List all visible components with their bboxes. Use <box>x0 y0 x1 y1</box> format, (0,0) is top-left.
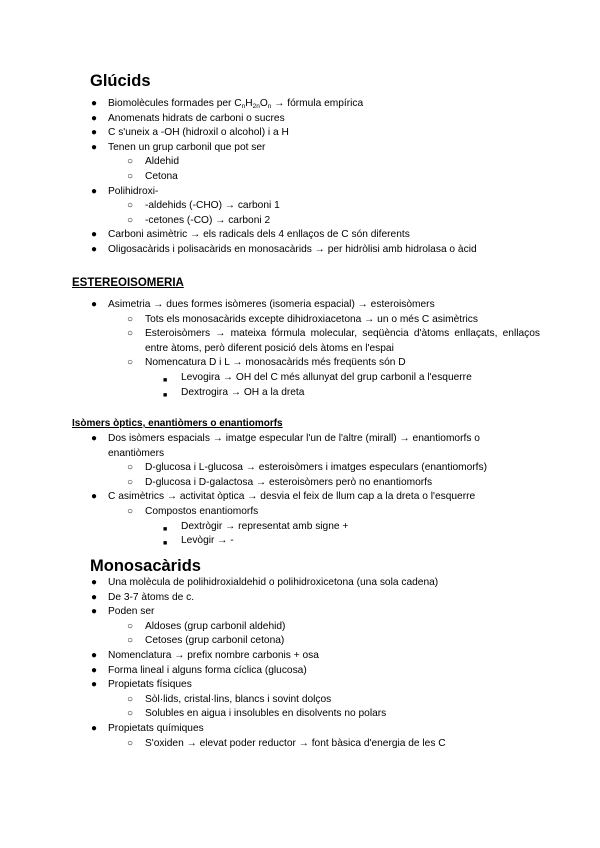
list-glucids <box>90 97 560 258</box>
list-item <box>90 722 560 737</box>
section-title-glucids: Glúcids <box>90 72 151 90</box>
bullet: ● <box>91 664 98 676</box>
bullet: ○ <box>127 476 134 488</box>
item-text: Asimetria → dues formes isòmeres (isomeria espacial) → esteroisòmers <box>108 299 435 310</box>
item-text: De 3-7 àtoms de c. <box>108 591 195 603</box>
list-item <box>90 505 560 520</box>
item-text: D-glucosa i D-galactosa → esteroisòmers però no enantiomorfs <box>145 476 433 488</box>
item-text: Compostos enantiomorfs <box>145 505 259 517</box>
list-item <box>90 534 560 549</box>
list-item <box>90 371 560 386</box>
list-item <box>90 199 560 214</box>
item-text: Una molècula de polihidroxialdehid o polihidroxicetona (una sola cadena) <box>108 577 439 588</box>
section-title-isomers: Isòmers òptics, enantiòmers o enantiomorfs <box>72 418 283 429</box>
bullet: ● <box>91 433 98 444</box>
bullet: ● <box>91 243 98 255</box>
item-text: Esteroisòmers → mateixa fórmula molecular, seqüència d'àtoms enllaçats, enllaços entre àtoms, però diferent posició dels àtoms en l'espai <box>145 328 540 354</box>
formula-prefix: Biomolècules formades per C <box>108 98 242 109</box>
item-text: Propietats químiques <box>108 722 204 734</box>
bullet: ● <box>91 127 98 139</box>
list-item <box>90 112 560 127</box>
bullet: ■ <box>163 540 168 548</box>
item-text: Dextrogira → OH a la dreta <box>181 386 305 398</box>
item-text: Cetoses (grup carbonil cetona) <box>145 635 285 647</box>
list-item <box>90 432 560 461</box>
item-text: Polihidroxi- <box>108 185 159 197</box>
bullet: ○ <box>127 462 134 474</box>
list-item <box>90 141 560 156</box>
list-item <box>90 170 560 185</box>
list-item <box>90 520 560 535</box>
formula-suffix: → fórmula empírica <box>271 98 364 109</box>
item-text: Oligosacàrids i polisacàrids en monosacàrids → per hidròlisi amb hidrolasa o àcid <box>108 243 477 255</box>
bullet: ○ <box>127 620 134 632</box>
list-item <box>90 185 560 200</box>
list-item <box>90 678 560 693</box>
list-item <box>90 97 560 112</box>
bullet: ○ <box>127 200 134 212</box>
list-item <box>90 649 560 664</box>
list-isomers <box>90 432 560 549</box>
item-text: Aldehid <box>145 156 179 168</box>
list-item <box>90 576 560 591</box>
list-item <box>90 707 560 722</box>
list-item <box>90 664 560 679</box>
bullet: ● <box>91 491 98 503</box>
list-item <box>90 605 560 620</box>
bullet: ● <box>91 299 98 310</box>
bullet: ○ <box>127 313 134 325</box>
list-item <box>90 356 560 371</box>
bullet: ○ <box>127 214 134 226</box>
list-item <box>90 476 560 491</box>
item-text: Nomencatura D i L → monosacàrids més freqüents són D <box>145 357 406 369</box>
subscript: n <box>241 103 246 110</box>
bullet: ○ <box>127 156 134 168</box>
list-item <box>90 737 560 752</box>
item-text: Levògir → - <box>181 535 234 547</box>
bullet: ● <box>91 229 98 241</box>
subscript: n <box>267 103 272 110</box>
item-text: Dos isòmers espacials → imatge especular l'un de l'altre (mirall) → enantiomorfs o enantiòmers <box>108 433 480 459</box>
bullet: ● <box>91 606 98 618</box>
item-text: S'oxiden → elevat poder reductor → font bàsica d'energia de les C <box>145 737 446 749</box>
item-text: C asimètrics → activitat òptica → desvia el feix de llum cap a la dreta o l'esquerre <box>108 491 476 503</box>
item-text: D-glucosa i L-glucosa → esteroisòmers i imatges especulars (enantiomorfs) <box>145 462 487 474</box>
list-item <box>90 620 560 635</box>
bullet: ■ <box>163 525 168 533</box>
bullet: ● <box>91 649 98 661</box>
item-text: Dextrògir → representat amb signe + <box>181 520 349 532</box>
formula-o: O <box>259 98 268 109</box>
list-item <box>90 591 560 606</box>
list-item <box>90 327 560 356</box>
bullet: ○ <box>127 693 134 705</box>
bullet: ○ <box>127 505 134 517</box>
bullet: ○ <box>127 708 134 720</box>
list-item <box>90 214 560 229</box>
bullet: ○ <box>127 170 134 182</box>
bullet: ● <box>91 185 98 197</box>
item-text: Anomenats hidrats de carboni o sucres <box>108 112 285 124</box>
item-text: Tenen un grup carbonil que pot ser <box>108 141 266 153</box>
list-item <box>90 634 560 649</box>
bullet: ■ <box>163 376 168 384</box>
subscript: 2n <box>252 103 260 110</box>
list-estereoisomeria <box>90 298 560 400</box>
bullet: ○ <box>127 357 134 369</box>
list-item <box>90 228 560 243</box>
item-text: Sòl·lids, cristal·lins, blancs i sovint dolços <box>145 693 332 705</box>
list-item <box>90 461 560 476</box>
bullet: ● <box>91 591 98 603</box>
bullet: ● <box>91 722 98 734</box>
list-item <box>90 386 560 401</box>
bullet: ○ <box>127 328 134 340</box>
formula-h: H <box>245 98 253 109</box>
item-text: Levogira → OH del C més allunyat del grup carbonil a l'esquerre <box>181 371 472 383</box>
item-text: Solubles en aigua i insolubles en disolvents no polars <box>145 708 387 720</box>
bullet: ○ <box>127 737 134 749</box>
list-item <box>90 155 560 170</box>
section-title-monosacarids: Monosacàrids <box>90 557 201 575</box>
bullet: ● <box>91 112 98 124</box>
list-item <box>90 243 560 258</box>
item-text: Poden ser <box>108 606 155 618</box>
item-text: Aldoses (grup carbonil aldehid) <box>145 620 286 632</box>
item-text: Carboni asimètric → els radicals dels 4 enllaços de C són diferents <box>108 229 410 241</box>
section-title-estereoisomeria: ESTEREOISOMERIA <box>72 277 184 289</box>
bullet: ■ <box>163 391 168 399</box>
list-item <box>90 126 560 141</box>
list-monosacarids <box>90 576 560 751</box>
item-text: Cetona <box>145 170 178 182</box>
bullet: ● <box>91 98 98 109</box>
list-item <box>90 693 560 708</box>
item-text: Propietats físiques <box>108 679 192 691</box>
list-item <box>90 298 560 313</box>
list-item <box>90 490 560 505</box>
item-text: Forma lineal i alguns forma cíclica (glucosa) <box>108 664 307 676</box>
item-text: -aldehids (-CHO) → carboni 1 <box>145 200 280 212</box>
item-text: -cetones (-CO) → carboni 2 <box>145 214 271 226</box>
list-item <box>90 313 560 328</box>
bullet: ● <box>91 141 98 153</box>
item-text: Tots els monosacàrids excepte dihidroxiacetona → un o més C asimètrics <box>145 313 478 325</box>
bullet: ● <box>91 679 98 691</box>
bullet: ● <box>91 577 98 588</box>
item-text: Nomenclatura → prefix nombre carbonis + osa <box>108 649 319 661</box>
bullet: ○ <box>127 635 134 647</box>
item-text: C s'uneix a -OH (hidroxil o alcohol) i a H <box>108 127 289 139</box>
